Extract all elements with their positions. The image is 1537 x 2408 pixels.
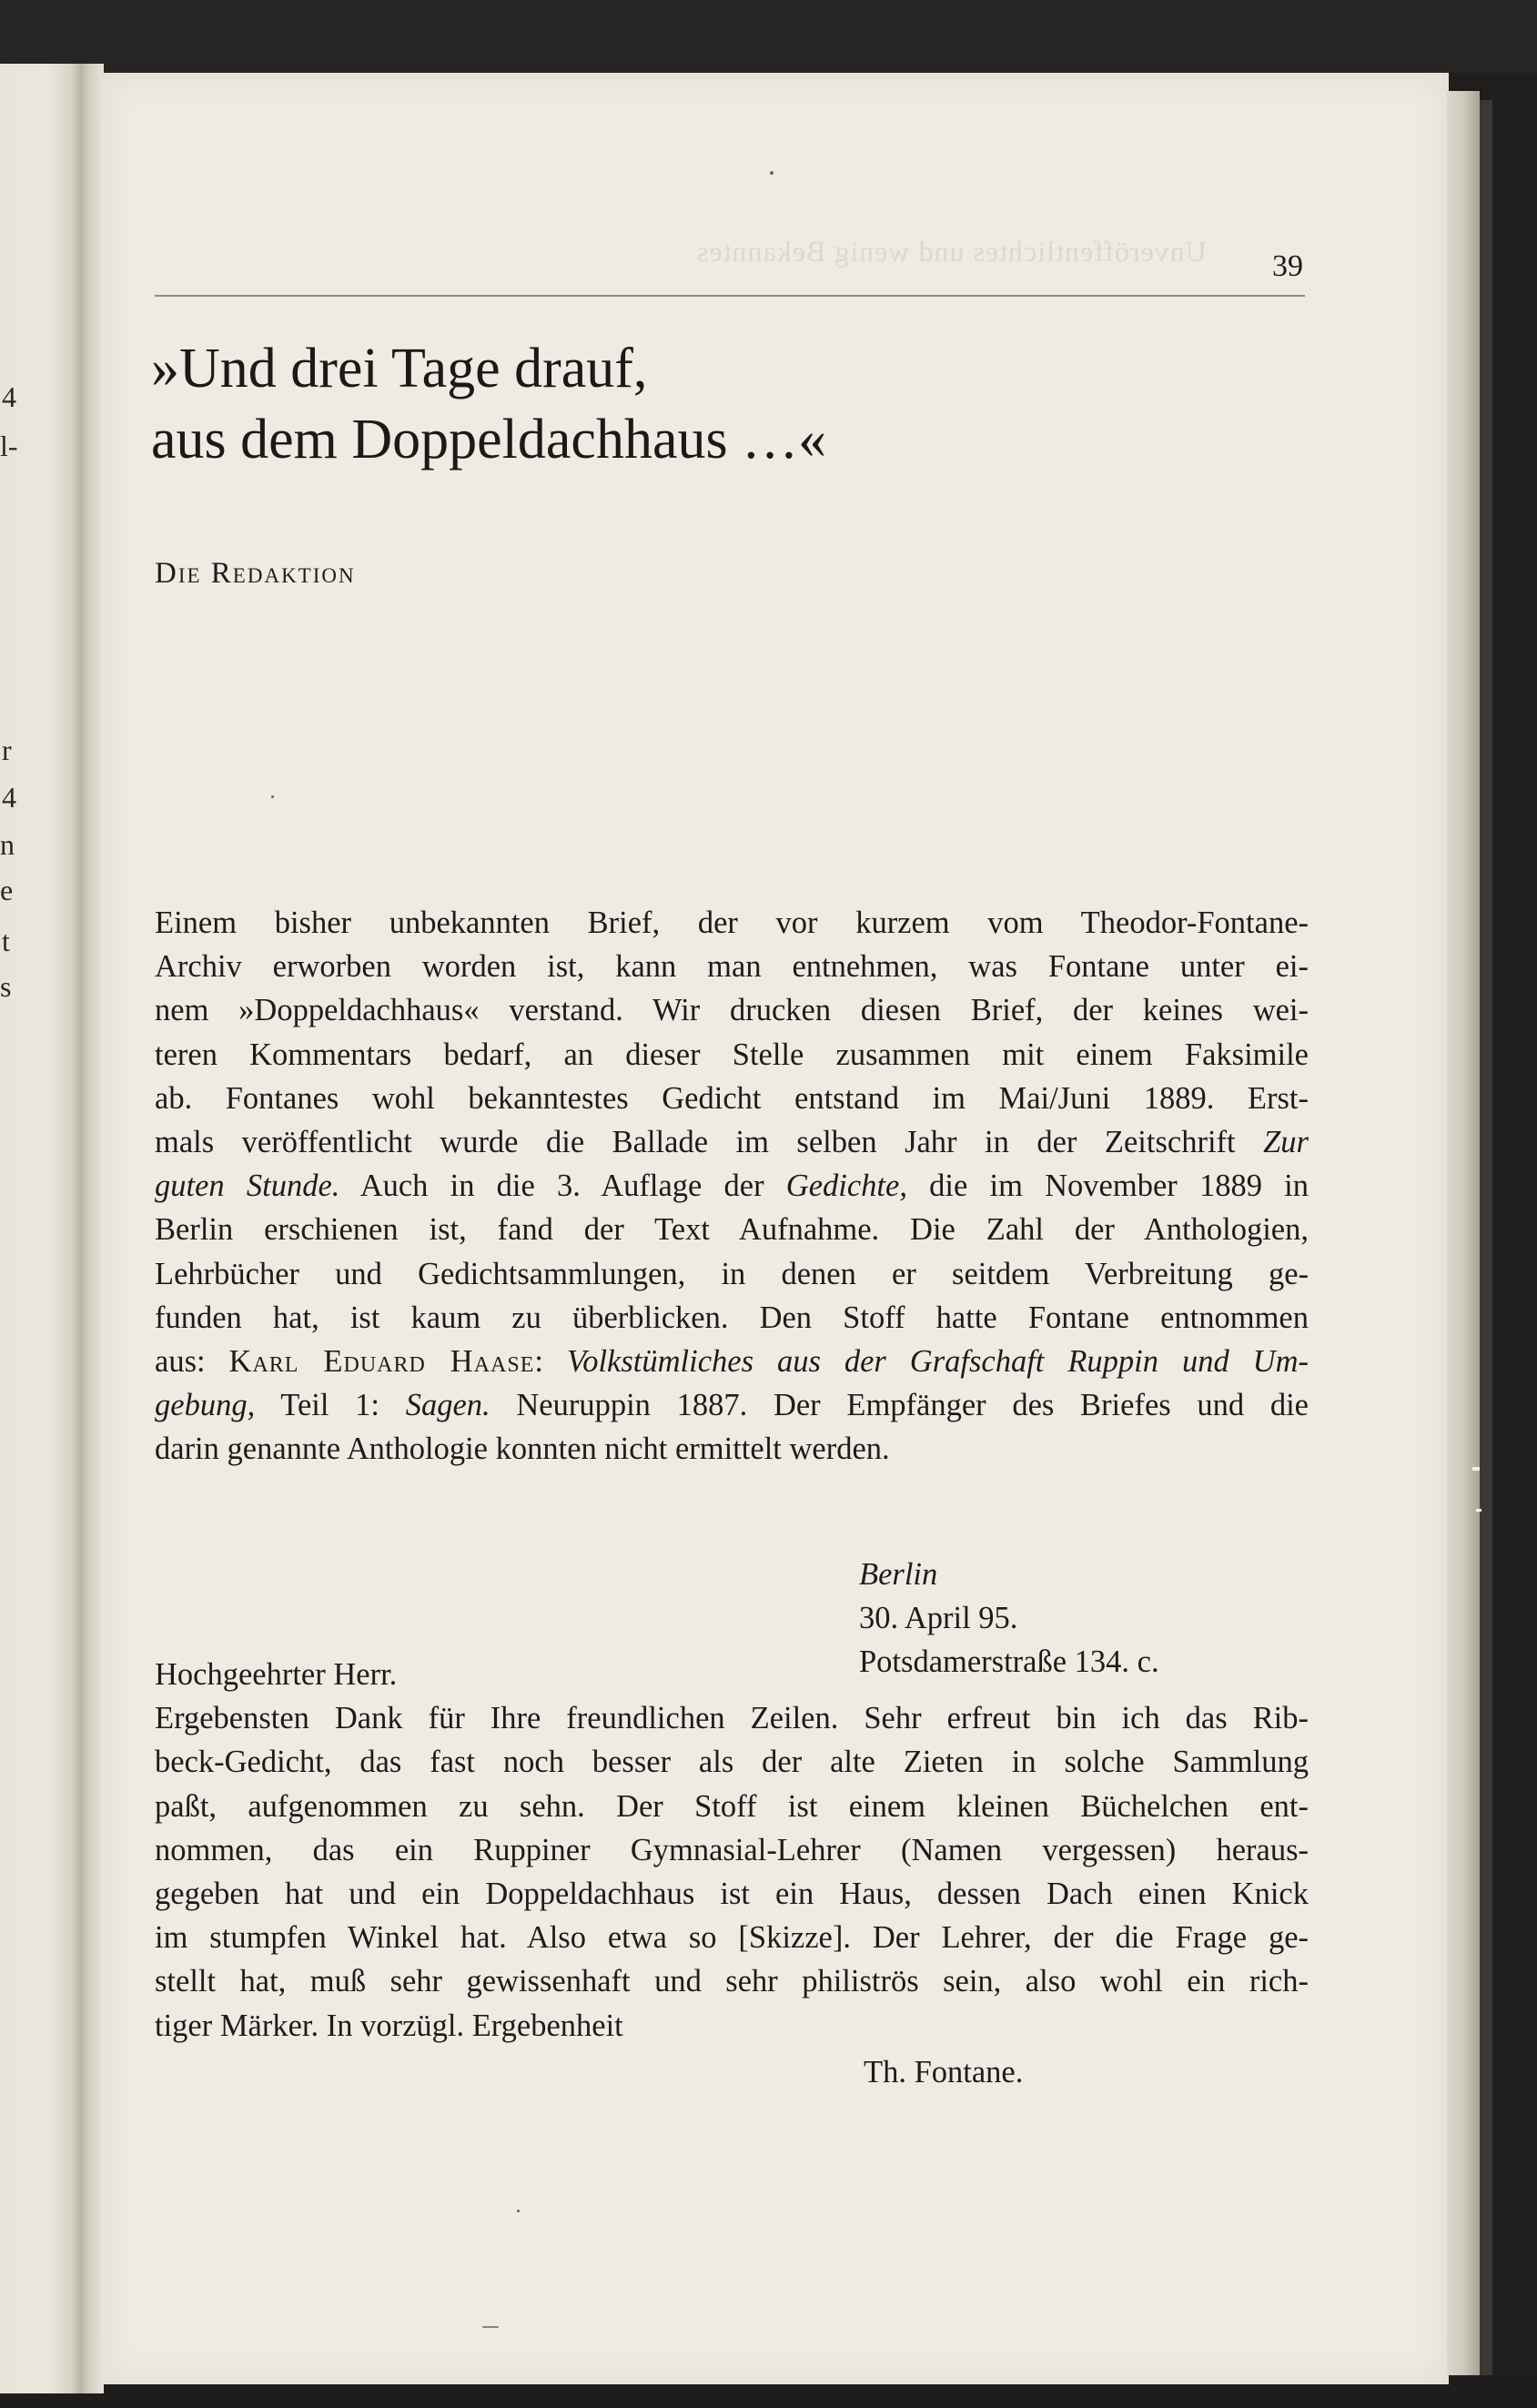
- text-line: ab. Fontanes wohl bekanntestes Gedicht entstand im Mai/Juni 1889. Erst-: [155, 1080, 1309, 1116]
- letter-place: Berlin: [859, 1557, 938, 1592]
- intro-paragraph: [155, 901, 1309, 1472]
- scan-background-top: [0, 0, 1537, 73]
- letter-line: tiger Märker. In vorzügl. Ergebenheit: [155, 2008, 623, 2043]
- text-run: Teil 1:: [255, 1388, 406, 1423]
- italic-title: Zur: [1263, 1125, 1309, 1160]
- edge-mark: [1472, 1467, 1480, 1471]
- letter-line: beck-Gedicht, das fast noch besser als der alte Zieten in solche Sammlung: [155, 1745, 1309, 1780]
- show-through-header: Unveröffentlichtes und wenig Bekanntes: [696, 235, 1207, 268]
- paper-speck: [271, 795, 274, 798]
- header-rule: [155, 295, 1305, 297]
- letter-line: Ergebensten Dank für Ihre freundlichen Zeilen. Sehr erfreut bin ich das Rib-: [155, 1701, 1309, 1736]
- letter-line: stellt hat, muß sehr gewissenhaft und sehr philiströs sein, also wohl ein rich-: [155, 1964, 1309, 1999]
- letter-body: [155, 1653, 1309, 2048]
- text-run: :: [534, 1344, 567, 1380]
- text-line: Einem bisher unbekannten Brief, der vor kurzem vom Theodor-Fontane-: [155, 906, 1309, 940]
- left-page-letter: t: [2, 925, 10, 957]
- text-run: die im November 1889 in: [906, 1169, 1309, 1204]
- text-line: Lehrbücher und Gedichtsammlungen, in denen er seitdem Verbreitung ge-: [155, 1256, 1309, 1291]
- author-name: Karl Eduard Haase: [228, 1344, 535, 1380]
- letter-line: nommen, das ein Ruppiner Gymnasial-Lehrer (Namen vergessen) heraus-: [155, 1832, 1309, 1867]
- text-line: [155, 1383, 1309, 1427]
- letter-date: 30. April 95.: [859, 1601, 1018, 1635]
- edge-mark: [1476, 1509, 1481, 1512]
- letter-signature: Th. Fontane.: [864, 2055, 1024, 2089]
- italic-title: Gedichte,: [785, 1169, 907, 1204]
- italic-title: Sagen.: [405, 1388, 490, 1423]
- page-number: 39: [1272, 249, 1303, 283]
- letter-dateline: [859, 1553, 1159, 1640]
- letter-street: Potsdamerstraße 134. c.: [859, 1644, 1159, 1679]
- text-run: Auch in die 3. Auflage der: [339, 1169, 786, 1204]
- left-page-letter: r: [2, 734, 12, 766]
- italic-title: Volkstümliches aus der Grafschaft Ruppin und Um-: [566, 1344, 1309, 1380]
- text-line: nem »Doppeldachhaus« verstand. Wir drucken diesen Brief, der keines wei-: [155, 993, 1309, 1028]
- previous-page-edge: [0, 64, 80, 2393]
- text-run: Neuruppin 1887. Der Empfänger des Briefes und die: [490, 1388, 1309, 1423]
- page-stack-edge: [1447, 91, 1480, 2375]
- text-line: Berlin erschienen ist, fand der Text Aufnahme. Die Zahl der Anthologien,: [155, 1212, 1309, 1248]
- article-title: [151, 333, 1243, 475]
- page-stack-shadow: [1480, 100, 1492, 2375]
- letter-line: im stumpfen Winkel hat. Also etwa so [Skizze]. Der Lehrer, der die Frage ge-: [155, 1920, 1309, 1956]
- left-page-letter: s: [0, 970, 12, 1003]
- left-page-letter: 4: [2, 380, 16, 413]
- italic-title: guten Stunde.: [155, 1169, 340, 1204]
- left-page-letter: 4: [2, 781, 16, 814]
- text-line: teren Kommentars bedarf, an dieser Stelle zusammen mit einem Faksimile: [155, 1037, 1309, 1072]
- left-page-letter: n: [0, 828, 15, 861]
- title-line: »Und drei Tage drauf,: [151, 338, 648, 400]
- left-page-letter: e: [0, 874, 14, 906]
- italic-title: gebung,: [155, 1388, 256, 1423]
- text-run: mals veröffentlicht wurde die Ballade im selben Jahr in der Zeitschrift: [155, 1125, 1264, 1160]
- paper-speck: [517, 2210, 520, 2212]
- text-line: [155, 1120, 1309, 1164]
- article-author: Die Redaktion: [155, 557, 356, 590]
- letter-line: paßt, aufgenommen zu sehn. Der Stoff ist einem kleinen Büchelchen ent-: [155, 1788, 1309, 1824]
- text-run: aus:: [155, 1344, 229, 1380]
- title-line: aus dem Doppeldachhaus …«: [151, 409, 827, 470]
- text-line: Archiv erworben worden ist, kann man entnehmen, was Fontane unter ei-: [155, 949, 1309, 985]
- left-page-letter: l-: [0, 430, 18, 462]
- paper-speck: [770, 171, 774, 175]
- text-line: darin genannte Anthologie konnten nicht ermittelt werden.: [155, 1432, 890, 1467]
- letter-salutation: Hochgeehrter Herr.: [155, 1657, 398, 1692]
- text-line: [155, 1340, 1309, 1383]
- paper-speck: [482, 2326, 499, 2328]
- text-line: funden hat, ist kaum zu überblicken. Den Stoff hatte Fontane entnommen: [155, 1300, 1309, 1335]
- text-line: [155, 1164, 1309, 1208]
- letter-line: gegeben hat und ein Doppeldachhaus ist ein Haus, dessen Dach einen Knick: [155, 1877, 1309, 1912]
